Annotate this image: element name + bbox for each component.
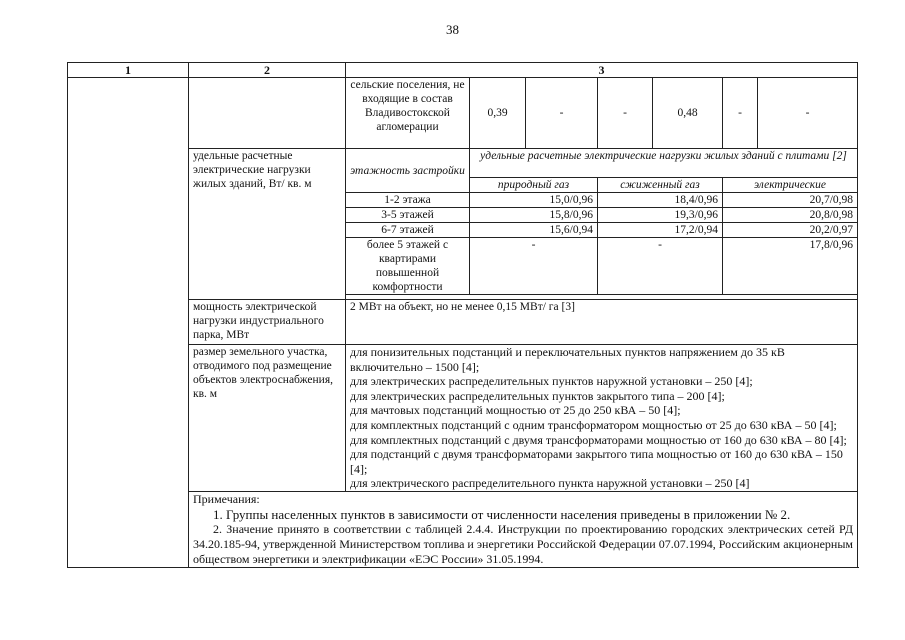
land-line: для электрических распределительных пунктов закрытого типа – 200 [4]; xyxy=(350,388,725,403)
land-line: для подстанций с двумя трансформаторами закрытого типа мощностью от 160 до 630 кВА – 150 [4]; xyxy=(350,447,843,476)
page-number: 38 xyxy=(446,22,459,37)
floors-header: этажность застройки xyxy=(346,149,470,193)
land-line: для электрического распределительного пункта наружной установки – 250 [4] xyxy=(350,476,750,491)
table-header-row xyxy=(68,63,858,78)
table-cell: 15,6/0,94 xyxy=(470,223,598,238)
floors-cell: более 5 этажей с квартирами повышенной комфортности xyxy=(346,238,470,295)
empty-cell xyxy=(68,78,189,568)
col-header-electric: электрические xyxy=(723,178,858,193)
land-line: для электрических распределительных пунктов наружной установки – 250 [4]; xyxy=(350,374,753,389)
land-label: размер земельного участка, отводимого под размещение объектов электроснабжения, кв. м xyxy=(189,345,346,492)
column-header: 1 xyxy=(68,63,189,78)
land-line: для мачтовых подстанций мощностью от 25 до 250 кВА – 50 [4]; xyxy=(350,403,681,418)
table-cell: 17,8/0,96 xyxy=(723,238,858,295)
table-cell: - xyxy=(598,78,653,149)
table-cell: - xyxy=(470,238,598,295)
table-cell: 15,0/0,96 xyxy=(470,193,598,208)
table-cell: 20,2/0,97 xyxy=(723,223,858,238)
notes-cell xyxy=(189,491,858,567)
column-header: 2 xyxy=(189,63,346,78)
table-cell: 20,7/0,98 xyxy=(723,193,858,208)
land-line: для комплектных подстанций с одним трансформатором мощностью от 25 до 630 кВА – 50 [4]; xyxy=(350,417,837,432)
land-line: для комплектных подстанций с двумя трансформаторами мощностью от 160 до 630 кВА – 80 [4]; xyxy=(350,432,847,447)
loads-label: удельные расчетные электрические нагрузки жилых зданий, Вт/ кв. м xyxy=(189,149,346,300)
empty-cell xyxy=(189,78,346,149)
table-cell: 19,3/0,96 xyxy=(598,208,723,223)
land-line: для понизительных подстанций и переключательных пунктов напряжением до 35 кВ включительно – 1500 [4]; xyxy=(350,345,785,374)
table-cell: 0,39 xyxy=(470,78,526,149)
floors-cell: 6-7 этажей xyxy=(346,223,470,238)
land-values xyxy=(346,345,858,492)
table-cell: 18,4/0,96 xyxy=(598,193,723,208)
floors-cell: 3-5 этажей xyxy=(346,208,470,223)
table-cell: 0,48 xyxy=(653,78,723,149)
notes-title: Примечания: xyxy=(193,491,260,506)
norms-table xyxy=(67,62,858,568)
column-header: 3 xyxy=(346,63,858,78)
table-cell: 17,2/0,94 xyxy=(598,223,723,238)
floors-cell: 1-2 этажа xyxy=(346,193,470,208)
power-label: мощность электрической нагрузки индустриального парка, МВт xyxy=(189,300,346,345)
settlement-label: сельские поселения, не входящие в состав Владивостокской агломерации xyxy=(346,78,470,149)
table-cell: - xyxy=(598,238,723,295)
note-item: 1. Группы населенных пунктов в зависимости от численности населения приведены в приложении № 2. xyxy=(213,506,791,522)
table-cell: - xyxy=(758,78,858,149)
col-header-natural-gas: природный газ xyxy=(470,178,598,193)
note-item: 2. Значение принято в соответствии с таблицей 2.4.4. Инструкции по проектированию городских электрических сетей РД 34.20.185-94, утвержденной Министерством топлива и энергетики Российской Федерации 07.07.1994, Российским акционерным обществом энергетики и электрификации «ЕЭС России» 31.05.1994. xyxy=(193,521,854,566)
table-cell: - xyxy=(526,78,598,149)
table-row xyxy=(68,78,858,149)
col-header-liquefied-gas: сжиженный газ xyxy=(598,178,723,193)
table-cell: 20,8/0,98 xyxy=(723,208,858,223)
power-value: 2 МВт на объект, но не менее 0,15 МВт/ га [3] xyxy=(346,300,858,345)
loads-group-header: удельные расчетные электрические нагрузки жилых зданий с плитами [2] xyxy=(470,149,858,178)
table-cell: 15,8/0,96 xyxy=(470,208,598,223)
table-cell: - xyxy=(723,78,758,149)
